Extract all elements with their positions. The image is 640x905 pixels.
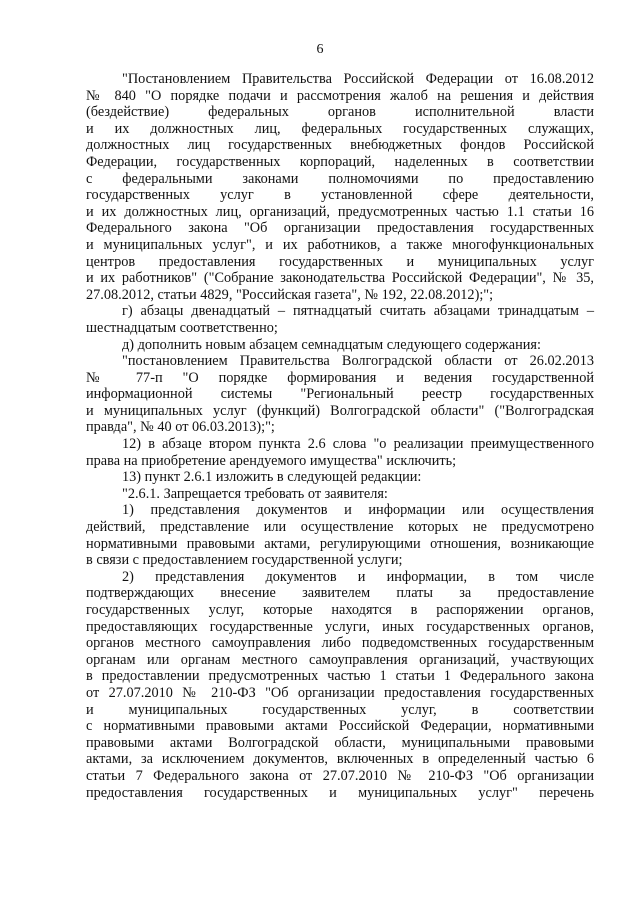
text-line: д) дополнить новым абзацем семнадцатым следующего содержания: bbox=[122, 336, 541, 353]
text-line: нормативными правовыми актами, регулирующими отношения, возникающие bbox=[86, 535, 594, 552]
text-line: и их должностных лиц, организаций, предусмотренных частью 1.1 статьи 16 bbox=[86, 203, 594, 220]
text-line: Федерации, государственных корпораций, наделенных в соответствии bbox=[86, 153, 594, 170]
text-line: 27.08.2012, статьи 4829, "Российская газета", № 192, 22.08.2012);"; bbox=[86, 286, 494, 303]
text-line: предоставляющих государственные услуги, иных государственных органов, bbox=[86, 618, 594, 635]
text-line: шестнадцатым соответственно; bbox=[86, 319, 278, 336]
text-line: 13) пункт 2.6.1 изложить в следующей редакции: bbox=[122, 469, 422, 486]
text-line: в предоставлении предусмотренных частью 1 статьи 1 Федерального закона bbox=[86, 668, 594, 685]
text-line: "2.6.1. Запрещается требовать от заявителя: bbox=[122, 485, 388, 502]
text-line: и их должностных лиц, федеральных государственных служащих, bbox=[86, 120, 594, 137]
text-line: органам или органам местного самоуправления организаций, участвующих bbox=[86, 651, 594, 668]
text-line: государственных услуг, которые находятся в распоряжении органов, bbox=[86, 602, 594, 618]
text-line: подтверждающих внесение заявителем платы за предоставление bbox=[86, 585, 594, 602]
text-line: государственных услуг в установленной сфере деятельности, bbox=[86, 187, 594, 204]
text-line: статьи 7 Федерального закона от 27.07.2010 № 210-ФЗ "Об организации bbox=[86, 767, 594, 784]
text-line: (бездействие) федеральных органов исполнительной власти bbox=[86, 104, 594, 121]
text-line: Федерального закона "Об организации предоставления государственных bbox=[86, 220, 594, 237]
text-line: 2) представления документов и информации, в том числе bbox=[122, 568, 594, 585]
text-line: 1) представления документов и информации или осуществления bbox=[122, 502, 594, 519]
text-line: актами, за исключением документов, включенных в определенный частью 6 bbox=[86, 751, 594, 768]
text-line: органов местного самоуправления либо подведомственных государственным bbox=[86, 635, 594, 652]
text-line: правовыми актами Волгоградской области, муниципальными правовыми bbox=[86, 734, 594, 751]
text-line: № 77-п "О порядке формирования и ведения государственной bbox=[86, 369, 594, 386]
document-body bbox=[86, 71, 594, 801]
text-line: "постановлением Правительства Волгоградской области от 26.02.2013 bbox=[122, 353, 594, 370]
text-line: центров предоставления государственных и муниципальных услуг bbox=[86, 253, 594, 270]
text-line: предоставления государственных и муниципальных услуг" перечень bbox=[86, 784, 594, 801]
text-line: информационной системы "Региональный реестр государственных bbox=[86, 386, 594, 403]
text-line: и их работников" ("Собрание законодательства Российской Федерации", № 35, bbox=[86, 270, 594, 287]
text-line: правда", № 40 от 06.03.2013);"; bbox=[86, 419, 275, 436]
text-line: права на приобретение арендуемого имущества" исключить; bbox=[86, 452, 457, 469]
page-number: 6 bbox=[316, 42, 324, 57]
text-line: в связи с предоставлением государственной услуги; bbox=[86, 552, 403, 569]
text-line: "Постановлением Правительства Российской Федерации от 16.08.2012 bbox=[122, 71, 594, 87]
text-line: и муниципальных государственных услуг, в соответствии bbox=[86, 701, 594, 718]
text-line: действий, представление или осуществление которых не предусмотрено bbox=[86, 519, 594, 536]
text-line: от 27.07.2010 № 210-ФЗ "Об организации предоставления государственных bbox=[86, 684, 594, 701]
text-line: и муниципальных услуг", и их работников, а также многофункциональных bbox=[86, 236, 594, 253]
text-line: с федеральными законами полномочиями по предоставлению bbox=[86, 170, 594, 187]
text-line: должностных лиц государственных внебюджетных фондов Российской bbox=[86, 137, 594, 154]
text-line: № 840 "О порядке подачи и рассмотрения жалоб на решения и действия bbox=[86, 87, 594, 104]
text-line: с нормативными правовыми актами Российской Федерации, нормативными bbox=[86, 718, 594, 735]
text-line: г) абзацы двенадцатый – пятнадцатый считать абзацами тринадцатым – bbox=[122, 303, 594, 320]
text-line: и муниципальных услуг (функций) Волгоградской области" ("Волгоградская bbox=[86, 402, 594, 419]
text-line: 12) в абзаце втором пункта 2.6 слова "о реализации преимущественного bbox=[122, 436, 594, 453]
